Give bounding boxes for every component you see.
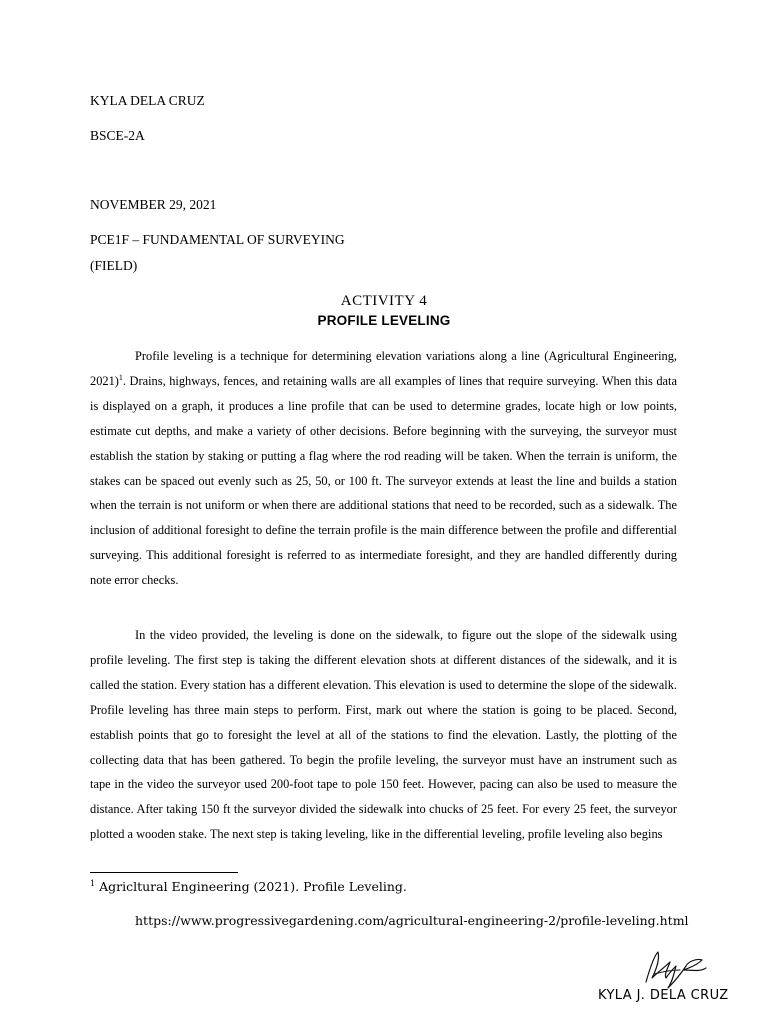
body-paragraph-2: In the video provided, the leveling is done on the sidewalk, to figure out the slope of the sidewalk using profile leveling. The first step is taking the different elevation shots at different distances of the sidewalk, and it is called the station. Every station has a different elevation. This elevation is used to determine the slope of the sidewalk. Profile leveling has three main steps to perform. First, mark out where the station is going to be placed. Second, establish points that go to foresight the level at all of the stations to find the elevation. Lastly, the plotting of the collecting data that has been gathered. To begin the profile leveling, the surveyor must have an instrument such as tape in the video the surveyor used 200-foot tape to pole 150 feet. However, pacing can also be used to measure the distance. After taking 150 ft the surveyor divided the sidewalk into chucks of 25 feet. For every 25 feet, the surveyor plotted a wooden stake. The next step is taking leveling, like in the differential leveling, profile leveling also begins [90,628,677,842]
activity-title: ACTIVITY 4 [340,293,428,309]
handwritten-signature [640,948,710,990]
footnote-reference: 1 [118,372,123,382]
course-title: PCE1F – FUNDAMENTAL OF SURVEYING [90,232,345,247]
paragraph-1-text-b: . Drains, highways, fences, and retaining walls are all examples of lines that require surveying. When this data is displayed on a graph, it produces a line profile that can be used to determine grades, locate high or low points, estimate cut depths, and make a variety of other decisions. Before beginning with the surveying, the surveyor must establish the station by staking or putting a flag where the rod reading will be taken. When the terrain is uniform, the stakes can be spaced out evenly such as 25, 50, or 100 ft. The surveyor extends at least the line and builds a station when the terrain is not uniform or when there are additional stations that need to be recorded, such as a sidewalk. The inclusion of additional foresight to define the terrain profile is the main difference between the profile and differential surveying. This additional foresight is referred to as intermediate foresight, and they are handled differently during note error checks. [90,373,677,588]
paragraph-1-text-a: Profile leveling is a technique for determining elevation variations along a line (Agricultural Engineering, 2021) [90,349,677,388]
student-name: KYLA DELA CRUZ [90,93,205,108]
footnote-url: https://www.progressivegardening.com/agricultural-engineering-2/profile-leveling.html [135,913,689,928]
document-date: NOVEMBER 29, 2021 [90,197,217,212]
footnote-marker: 1 [90,878,96,888]
footnote-divider [90,872,238,873]
activity-subject: PROFILE LEVELING [317,313,451,328]
footnote-citation: Agricltural Engineering (2021). Profile Leveling. [95,879,407,894]
footnote [90,878,407,896]
student-section: BSCE-2A [90,128,145,143]
signer-name: KYLA J. DELA CRUZ [598,988,729,1003]
body-paragraph-1 [90,344,677,593]
course-type: (FIELD) [90,258,138,273]
